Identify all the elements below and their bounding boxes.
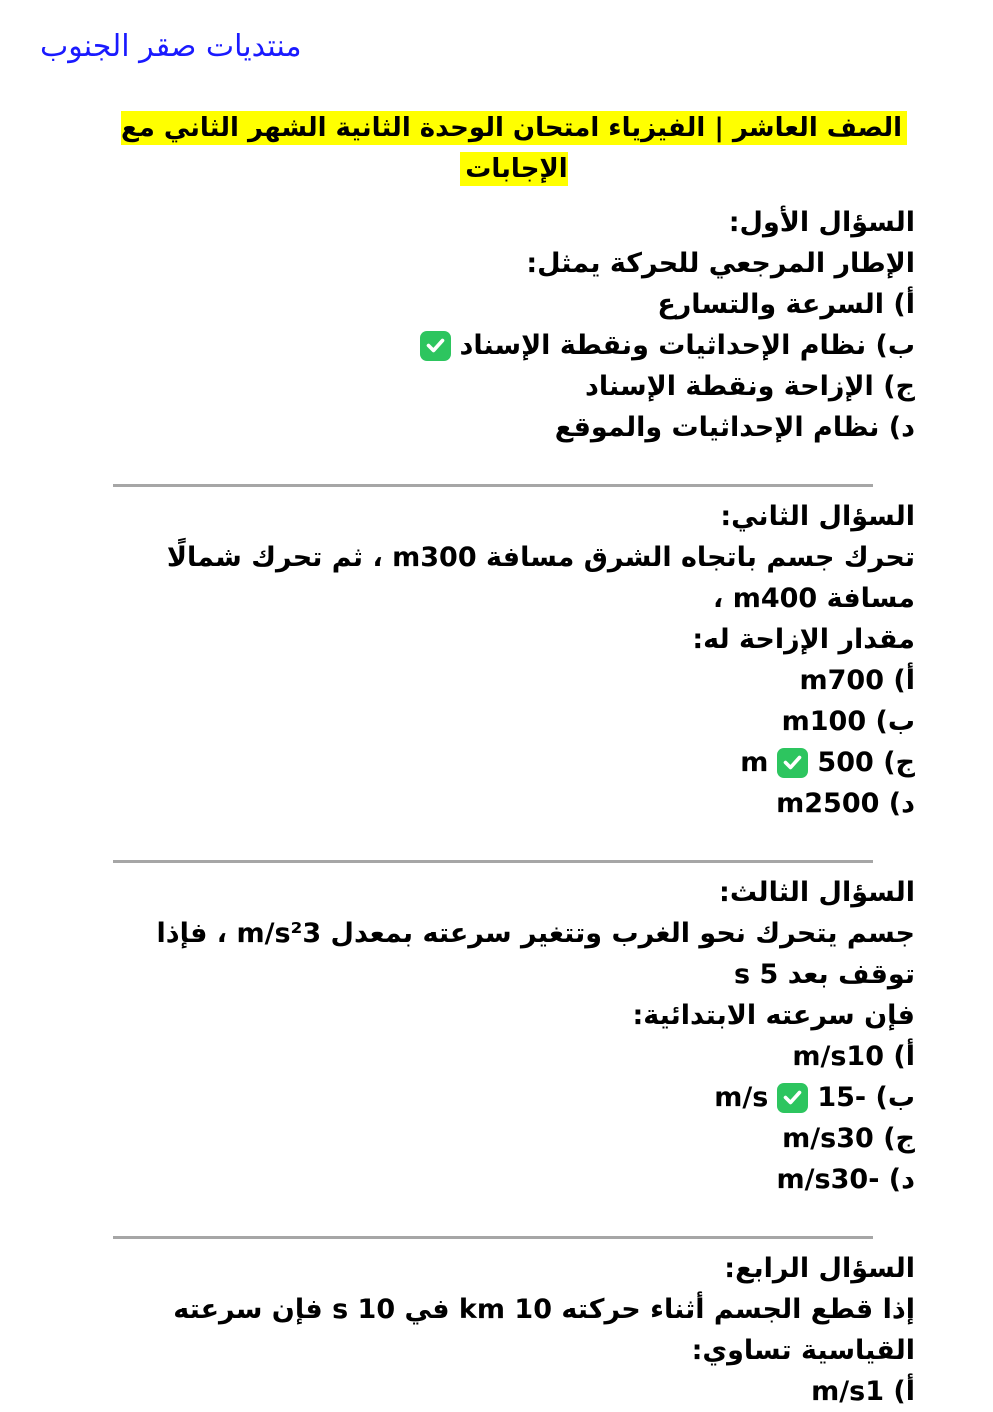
question-block-1 (113, 202, 915, 448)
question-title: السؤال الرابع: (724, 1253, 915, 1284)
option-text: ب) نظام الإحداثيات ونقطة الإسناد (459, 330, 915, 361)
option-text: أ) m/s10 (792, 1041, 915, 1072)
answer-option-a (113, 284, 915, 325)
answer-option-c (113, 742, 915, 783)
answer-option-a (113, 660, 915, 701)
divider (113, 860, 873, 863)
answer-option-c (113, 1118, 915, 1159)
option-text: ج) 500 (817, 747, 915, 778)
question-stem: فإن سرعته الابتدائية: (632, 1000, 915, 1031)
option-unit: m/s (714, 1082, 769, 1113)
question-block-3 (113, 872, 915, 1200)
answer-option-d (113, 407, 915, 448)
answer-option-c (113, 366, 915, 407)
answer-option-d (113, 783, 915, 824)
question-title: السؤال الثاني: (720, 501, 915, 532)
answer-option-d (113, 1159, 915, 1200)
option-text: د) -m/s30 (776, 1164, 915, 1195)
exam-title: الصف العاشر | الفيزياء امتحان الوحدة الثانية الشهر الثاني مع الإجابات (121, 111, 907, 186)
question-stem: إذا قطع الجسم أثناء حركته 10 km في 10 s فإن سرعته القياسية تساوي: (173, 1294, 915, 1366)
answer-option-a (113, 1371, 915, 1412)
option-text: ب) -15 (817, 1082, 915, 1113)
question-stem: الإطار المرجعي للحركة يمثل: (526, 248, 915, 279)
option-text: د) نظام الإحداثيات والموقع (554, 412, 915, 443)
question-title: السؤال الأول: (728, 207, 915, 238)
question-title: السؤال الثالث: (719, 877, 915, 908)
question-stem: جسم يتحرك نحو الغرب وتتغير سرعته بمعدل m/s²3 ، فإذا توقف بعد 5 s (156, 918, 915, 990)
option-text: أ) m/s1 (811, 1376, 915, 1407)
answer-option-b (113, 1077, 915, 1118)
question-block-4 (113, 1248, 915, 1412)
check-icon (777, 748, 808, 778)
exam-title-row (113, 108, 915, 190)
option-text: أ) m700 (799, 665, 915, 696)
option-text: ب) m100 (781, 706, 915, 737)
answer-option-b (113, 325, 915, 366)
option-text: ج) m/s30 (782, 1123, 915, 1154)
option-unit: m (740, 747, 769, 778)
check-icon (420, 331, 451, 361)
check-icon (777, 1083, 808, 1113)
site-name: منتديات صقر الجنوب (40, 29, 302, 64)
option-text: ج) الإزاحة ونقطة الإسناد (585, 371, 915, 402)
answer-option-a (113, 1036, 915, 1077)
exam-content (113, 202, 915, 1412)
option-text: أ) السرعة والتسارع (657, 289, 915, 320)
question-block-2 (113, 496, 915, 824)
divider (113, 484, 873, 487)
option-text: د) m2500 (776, 788, 915, 819)
answer-option-b (113, 701, 915, 742)
question-stem: مقدار الإزاحة له: (692, 624, 915, 655)
divider (113, 1236, 873, 1239)
question-stem: تحرك جسم باتجاه الشرق مسافة m300 ، ثم تحرك شمالًا مسافة m400 ، (166, 542, 915, 614)
